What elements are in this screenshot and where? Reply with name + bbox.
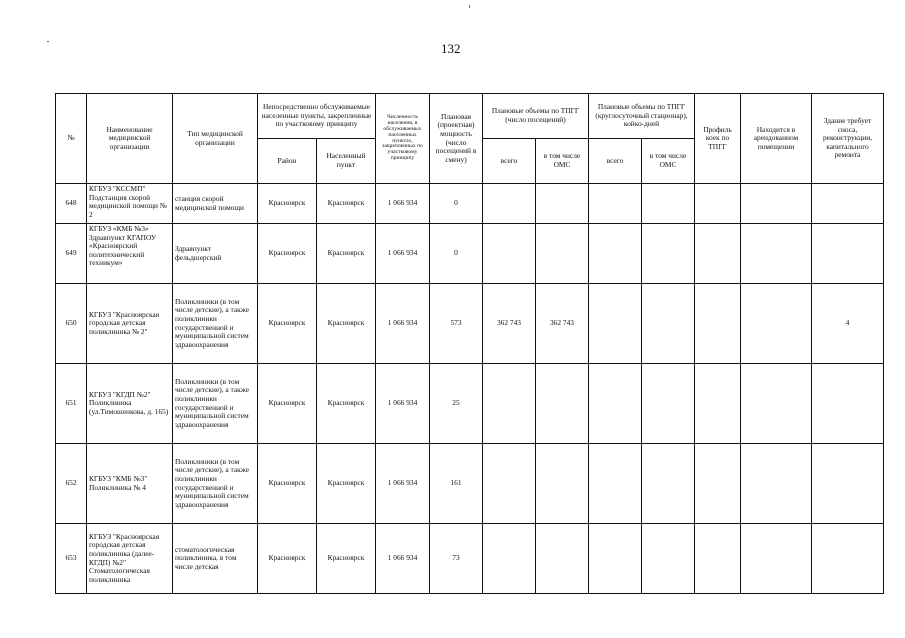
cell-settlement: Красноярск	[317, 524, 376, 594]
cell-ptgg-total	[483, 444, 536, 524]
medical-organizations-table	[55, 93, 884, 594]
cell-org-type: станция скорой медицинской помощи	[173, 184, 258, 224]
cell-repair: 4	[812, 284, 884, 364]
cell-ptgg-total	[483, 364, 536, 444]
cell-rented	[741, 444, 812, 524]
cell-org-name: КГБУЗ "Красноярская городская детская поликлиника № 2"	[87, 284, 173, 364]
cell-ptgg-oms: 362 743	[536, 284, 589, 364]
cell-hospital-oms	[642, 364, 695, 444]
cell-population: 1 066 934	[376, 184, 430, 224]
header-hospital-group: Плановые объемы по ТПГГ (круглосуточный стационар), койко-дней	[589, 94, 695, 139]
cell-district: Красноярск	[258, 524, 317, 594]
cell-population: 1 066 934	[376, 444, 430, 524]
cell-capacity: 161	[430, 444, 483, 524]
cell-org-name: КГБУЗ "КГДП №2" Поликлиника (ул.Тимошенкова, д. 165)	[87, 364, 173, 444]
cell-population: 1 066 934	[376, 524, 430, 594]
cell-capacity: 573	[430, 284, 483, 364]
cell-repair	[812, 184, 884, 224]
cell-repair	[812, 364, 884, 444]
cell-num: 651	[56, 364, 87, 444]
table-row	[56, 444, 884, 524]
cell-org-type: Здравпункт фельдшерский	[173, 224, 258, 284]
cell-capacity: 73	[430, 524, 483, 594]
cell-settlement: Красноярск	[317, 184, 376, 224]
cell-ptgg-oms	[536, 524, 589, 594]
cell-settlement: Красноярск	[317, 224, 376, 284]
cell-beds	[695, 444, 741, 524]
cell-beds	[695, 364, 741, 444]
cell-hospital-total	[589, 364, 642, 444]
header-ptgg-group: Плановые объемы по ТПГГ (число посещений)	[483, 94, 589, 139]
cell-capacity: 25	[430, 364, 483, 444]
cell-hospital-total	[589, 444, 642, 524]
cell-num: 650	[56, 284, 87, 364]
cell-district: Красноярск	[258, 184, 317, 224]
cell-rented	[741, 224, 812, 284]
header-ptgg-total: всего	[483, 139, 536, 184]
header-capacity: Плановая (проектная) мощность (число посещений в смену)	[430, 94, 483, 184]
cell-org-name: КГБУЗ "Красноярская городская детская поликлиника (далее-КГДП) №2" Стоматологическая поликлиника	[87, 524, 173, 594]
header-hospital-oms: в том числе ОМС	[642, 139, 695, 184]
scan-speck	[47, 41, 49, 42]
cell-rented	[741, 364, 812, 444]
cell-hospital-total	[589, 284, 642, 364]
cell-org-type: Поликлиники (в том числе детские), а также поликлиники государственной и муниципальной систем здравоохранения	[173, 364, 258, 444]
cell-ptgg-oms	[536, 224, 589, 284]
header-ptgg-oms: в том числе ОМС	[536, 139, 589, 184]
cell-district: Красноярск	[258, 224, 317, 284]
table-body	[56, 184, 884, 594]
header-population: Численность населения, в обслуживаемых населенных пунктах, закрепленных по участковому принципу	[376, 94, 430, 184]
table-row	[56, 184, 884, 224]
cell-ptgg-oms	[536, 364, 589, 444]
header-settlement: Населенный пункт	[317, 139, 376, 184]
cell-hospital-total	[589, 184, 642, 224]
cell-population: 1 066 934	[376, 224, 430, 284]
cell-org-name: КГБУЗ "КССМП" Подстанция скорой медицинской помощи № 2	[87, 184, 173, 224]
cell-hospital-total	[589, 224, 642, 284]
table-row	[56, 524, 884, 594]
header-num: №	[56, 94, 87, 184]
cell-hospital-oms	[642, 444, 695, 524]
header-district: Район	[258, 139, 317, 184]
header-beds: Профиль коек по ТПГГ	[695, 94, 741, 184]
cell-hospital-oms	[642, 224, 695, 284]
cell-ptgg-total: 362 743	[483, 284, 536, 364]
cell-num: 648	[56, 184, 87, 224]
cell-beds	[695, 184, 741, 224]
cell-ptgg-total	[483, 184, 536, 224]
scan-speck	[469, 5, 470, 8]
cell-district: Красноярск	[258, 444, 317, 524]
cell-capacity: 0	[430, 224, 483, 284]
cell-settlement: Красноярск	[317, 444, 376, 524]
table-row	[56, 364, 884, 444]
cell-hospital-oms	[642, 184, 695, 224]
cell-rented	[741, 184, 812, 224]
header-rented: Находится в арендованном помещении	[741, 94, 812, 184]
header-org-type: Тип медицинской организации	[173, 94, 258, 184]
cell-num: 652	[56, 444, 87, 524]
cell-beds	[695, 224, 741, 284]
cell-hospital-oms	[642, 524, 695, 594]
cell-settlement: Красноярск	[317, 284, 376, 364]
cell-num: 649	[56, 224, 87, 284]
cell-org-name: КГБУЗ «КМБ №3» Здравпункт КГАПОУ «Красноярский политехнический техникум»	[87, 224, 173, 284]
cell-hospital-oms	[642, 284, 695, 364]
cell-repair	[812, 524, 884, 594]
cell-org-type: Поликлиники (в том числе детские), а также поликлиники государственной и муниципальной систем здравоохранения	[173, 284, 258, 364]
cell-population: 1 066 934	[376, 364, 430, 444]
cell-ptgg-total	[483, 224, 536, 284]
cell-rented	[741, 284, 812, 364]
cell-ptgg-total	[483, 524, 536, 594]
cell-district: Красноярск	[258, 284, 317, 364]
cell-org-type: стоматологическая поликлиника, в том числе детская	[173, 524, 258, 594]
header-settlements-group: Непосредственно обслуживаемые населенные пункты, закрепленные по участковому принципу	[258, 94, 376, 139]
cell-settlement: Красноярск	[317, 364, 376, 444]
cell-population: 1 066 934	[376, 284, 430, 364]
table-row	[56, 284, 884, 364]
cell-beds	[695, 284, 741, 364]
page-number: 132	[441, 41, 461, 56]
table-row	[56, 224, 884, 284]
table-header	[56, 94, 884, 184]
cell-repair	[812, 224, 884, 284]
header-repair: Здание требует сноса, реконструкции, капитального ремонта	[812, 94, 884, 184]
cell-org-name: КГБУЗ "КМБ №3" Поликлиника № 4	[87, 444, 173, 524]
cell-rented	[741, 524, 812, 594]
cell-num: 653	[56, 524, 87, 594]
header-hospital-total: всего	[589, 139, 642, 184]
cell-district: Красноярск	[258, 364, 317, 444]
cell-ptgg-oms	[536, 184, 589, 224]
cell-ptgg-oms	[536, 444, 589, 524]
cell-beds	[695, 524, 741, 594]
header-org-name: Наименование медицинской организации	[87, 94, 173, 184]
cell-repair	[812, 444, 884, 524]
cell-hospital-total	[589, 524, 642, 594]
cell-capacity: 0	[430, 184, 483, 224]
cell-org-type: Поликлиники (в том числе детские), а также поликлиники государственной и муниципальной систем здравоохранения	[173, 444, 258, 524]
